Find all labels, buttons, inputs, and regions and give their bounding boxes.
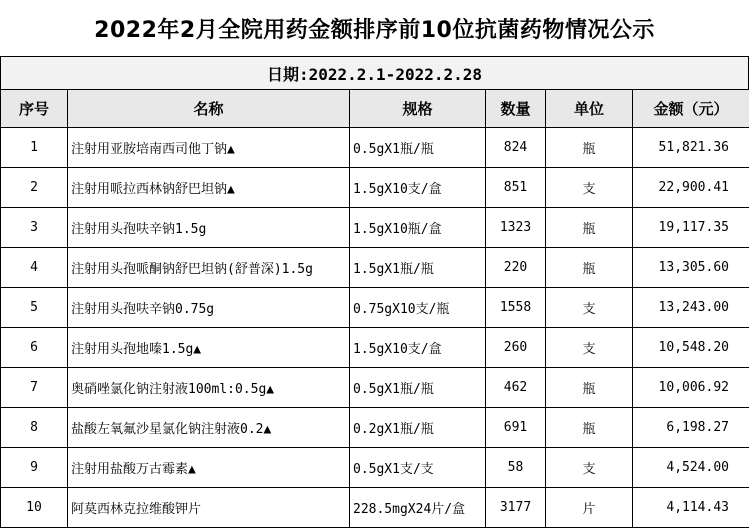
table-row <box>1 248 749 288</box>
drug-name: 注射用头孢呋辛钠1.5g <box>68 208 350 248</box>
drug-spec: 1.5gX10支/盒 <box>350 168 486 208</box>
table-row <box>1 208 749 248</box>
drug-amount: 10,006.92 <box>633 368 749 408</box>
drug-amount: 4,524.00 <box>633 448 749 488</box>
drug-amount: 13,305.60 <box>633 248 749 288</box>
drug-name: 奥硝唑氯化钠注射液100ml:0.5g▲ <box>68 368 350 408</box>
drug-quantity: 1558 <box>486 288 546 328</box>
drug-unit: 瓶 <box>546 248 633 288</box>
table-row <box>1 128 749 168</box>
drug-amount: 4,114.43 <box>633 488 749 528</box>
drug-unit: 瓶 <box>546 208 633 248</box>
date-range: 日期:2022.2.1-2022.2.28 <box>0 56 749 89</box>
drug-name: 注射用头孢呋辛钠0.75g <box>68 288 350 328</box>
header-qty: 数量 <box>486 90 546 128</box>
row-number: 9 <box>1 448 68 488</box>
drug-quantity: 851 <box>486 168 546 208</box>
row-number: 8 <box>1 408 68 448</box>
drug-spec: 1.5gX10瓶/盒 <box>350 208 486 248</box>
drug-unit: 支 <box>546 328 633 368</box>
drug-spec: 1.5gX10支/盒 <box>350 328 486 368</box>
row-number: 4 <box>1 248 68 288</box>
row-number: 10 <box>1 488 68 528</box>
drug-name: 注射用盐酸万古霉素▲ <box>68 448 350 488</box>
drug-spec: 228.5mgX24片/盒 <box>350 488 486 528</box>
drug-quantity: 824 <box>486 128 546 168</box>
drug-amount: 19,117.35 <box>633 208 749 248</box>
row-number: 3 <box>1 208 68 248</box>
drug-amount: 51,821.36 <box>633 128 749 168</box>
drug-name: 阿莫西林克拉维酸钾片 <box>68 488 350 528</box>
drug-quantity: 462 <box>486 368 546 408</box>
drug-unit: 瓶 <box>546 368 633 408</box>
row-number: 2 <box>1 168 68 208</box>
header-amount: 金额（元） <box>633 90 749 128</box>
table-row <box>1 448 749 488</box>
drug-quantity: 3177 <box>486 488 546 528</box>
table-header-row <box>1 90 749 128</box>
antibiotic-ranking-table <box>0 89 749 528</box>
drug-spec: 0.75gX10支/瓶 <box>350 288 486 328</box>
drug-name: 注射用头孢哌酮钠舒巴坦钠(舒普深)1.5g <box>68 248 350 288</box>
drug-name: 注射用亚胺培南西司他丁钠▲ <box>68 128 350 168</box>
drug-spec: 0.5gX1瓶/瓶 <box>350 128 486 168</box>
table-row <box>1 328 749 368</box>
row-number: 7 <box>1 368 68 408</box>
header-spec: 规格 <box>350 90 486 128</box>
drug-amount: 13,243.00 <box>633 288 749 328</box>
header-unit: 单位 <box>546 90 633 128</box>
header-name: 名称 <box>68 90 350 128</box>
table-row <box>1 488 749 528</box>
drug-quantity: 220 <box>486 248 546 288</box>
row-number: 5 <box>1 288 68 328</box>
drug-quantity: 58 <box>486 448 546 488</box>
drug-spec: 0.5gX1瓶/瓶 <box>350 368 486 408</box>
table-row <box>1 288 749 328</box>
header-no: 序号 <box>1 90 68 128</box>
drug-amount: 10,548.20 <box>633 328 749 368</box>
drug-spec: 1.5gX1瓶/瓶 <box>350 248 486 288</box>
drug-quantity: 1323 <box>486 208 546 248</box>
drug-amount: 6,198.27 <box>633 408 749 448</box>
table-row <box>1 408 749 448</box>
row-number: 6 <box>1 328 68 368</box>
drug-name: 注射用头孢地嗪1.5g▲ <box>68 328 350 368</box>
drug-unit: 瓶 <box>546 408 633 448</box>
drug-unit: 瓶 <box>546 128 633 168</box>
drug-unit: 支 <box>546 448 633 488</box>
drug-amount: 22,900.41 <box>633 168 749 208</box>
drug-quantity: 260 <box>486 328 546 368</box>
table-row <box>1 168 749 208</box>
drug-spec: 0.2gX1瓶/瓶 <box>350 408 486 448</box>
table-row <box>1 368 749 408</box>
row-number: 1 <box>1 128 68 168</box>
drug-quantity: 691 <box>486 408 546 448</box>
drug-name: 盐酸左氧氟沙星氯化钠注射液0.2▲ <box>68 408 350 448</box>
drug-spec: 0.5gX1支/支 <box>350 448 486 488</box>
drug-unit: 支 <box>546 288 633 328</box>
drug-unit: 支 <box>546 168 633 208</box>
drug-unit: 片 <box>546 488 633 528</box>
page-title: 2022年2月全院用药金额排序前10位抗菌药物情况公示 <box>94 17 655 43</box>
drug-name: 注射用哌拉西林钠舒巴坦钠▲ <box>68 168 350 208</box>
